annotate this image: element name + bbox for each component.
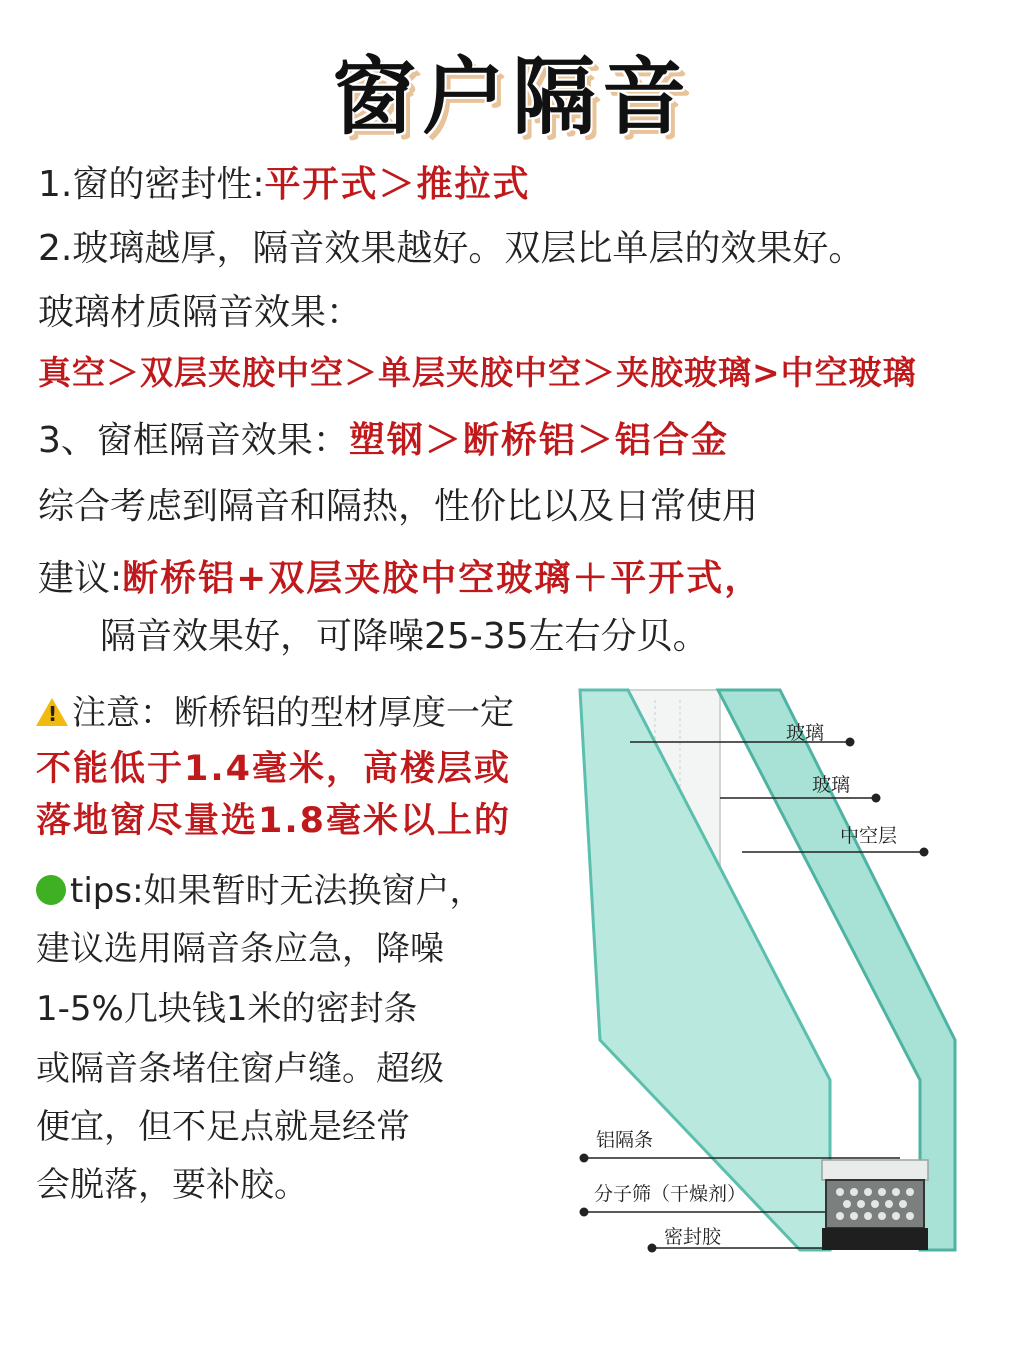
double-glazing-diagram: [560, 680, 980, 1280]
tips-text-1: tips:如果暂时无法换窗户，: [70, 871, 484, 911]
tips-line-6: 会脱落，要补胶。: [36, 1165, 308, 1205]
advice-label: 建议:: [38, 558, 123, 599]
label-glass-1: 玻璃: [786, 722, 825, 744]
advice-note: 隔音效果好，可降噪25-35左右分贝。: [100, 616, 709, 657]
tips-line-4: 或隔音条堵住窗卢缝。超级: [36, 1049, 444, 1089]
tips-line-2: 建议选用隔音条应急，降噪: [36, 929, 444, 969]
glass-ranking: 真空＞双层夹胶中空＞单层夹胶中空＞夹胶玻璃>中空玻璃: [38, 353, 917, 392]
item-3-label: 3、窗框隔音效果：: [38, 420, 349, 461]
glass-label: 玻璃材质隔音效果：: [38, 292, 363, 333]
warning-triangle-icon: [36, 698, 68, 726]
tips-line-5: 便宜，但不足点就是经常: [36, 1107, 410, 1147]
aluminium-spacer: [822, 1160, 928, 1180]
item-1: [38, 162, 531, 208]
label-sieve: 分子筛（干燥剂）: [594, 1183, 747, 1205]
item-3-value: 塑钢＞断桥铝＞铝合金: [348, 420, 729, 461]
consider-text: 综合考虑到隔音和隔热，性价比以及日常使用: [38, 486, 759, 527]
item-1-value: 平开式＞推拉式: [264, 164, 531, 205]
sealant: [822, 1228, 928, 1250]
item-3: [38, 418, 729, 464]
label-glass-2: 玻璃: [812, 774, 851, 796]
label-sealant: 密封胶: [664, 1226, 722, 1248]
warning-label: 注意：断桥铝的型材厚度一定: [72, 693, 514, 733]
label-spacer: 铝隔条: [596, 1129, 654, 1151]
label-hollow-layer: 中空层: [840, 825, 898, 847]
item-2: 2.玻璃越厚，隔音效果越好。双层比单层的效果好。: [38, 228, 865, 269]
tips-line-3: 1-5%几块钱1米的密封条: [36, 989, 418, 1029]
advice-value: 断桥铝+双层夹胶中空玻璃＋平开式，: [122, 558, 763, 599]
page-title: 窗户隔音: [331, 48, 692, 146]
warning-red-1: 不能低于1.4毫米，高楼层或: [36, 749, 512, 789]
warning-line: [36, 684, 514, 742]
advice: [38, 556, 762, 602]
green-circle-icon: [36, 875, 66, 905]
item-1-label: 1.窗的密封性:: [38, 164, 265, 205]
warning-red-2: 落地窗尽量选1.8毫米以上的: [36, 801, 512, 841]
tips-line-1: [36, 862, 484, 920]
